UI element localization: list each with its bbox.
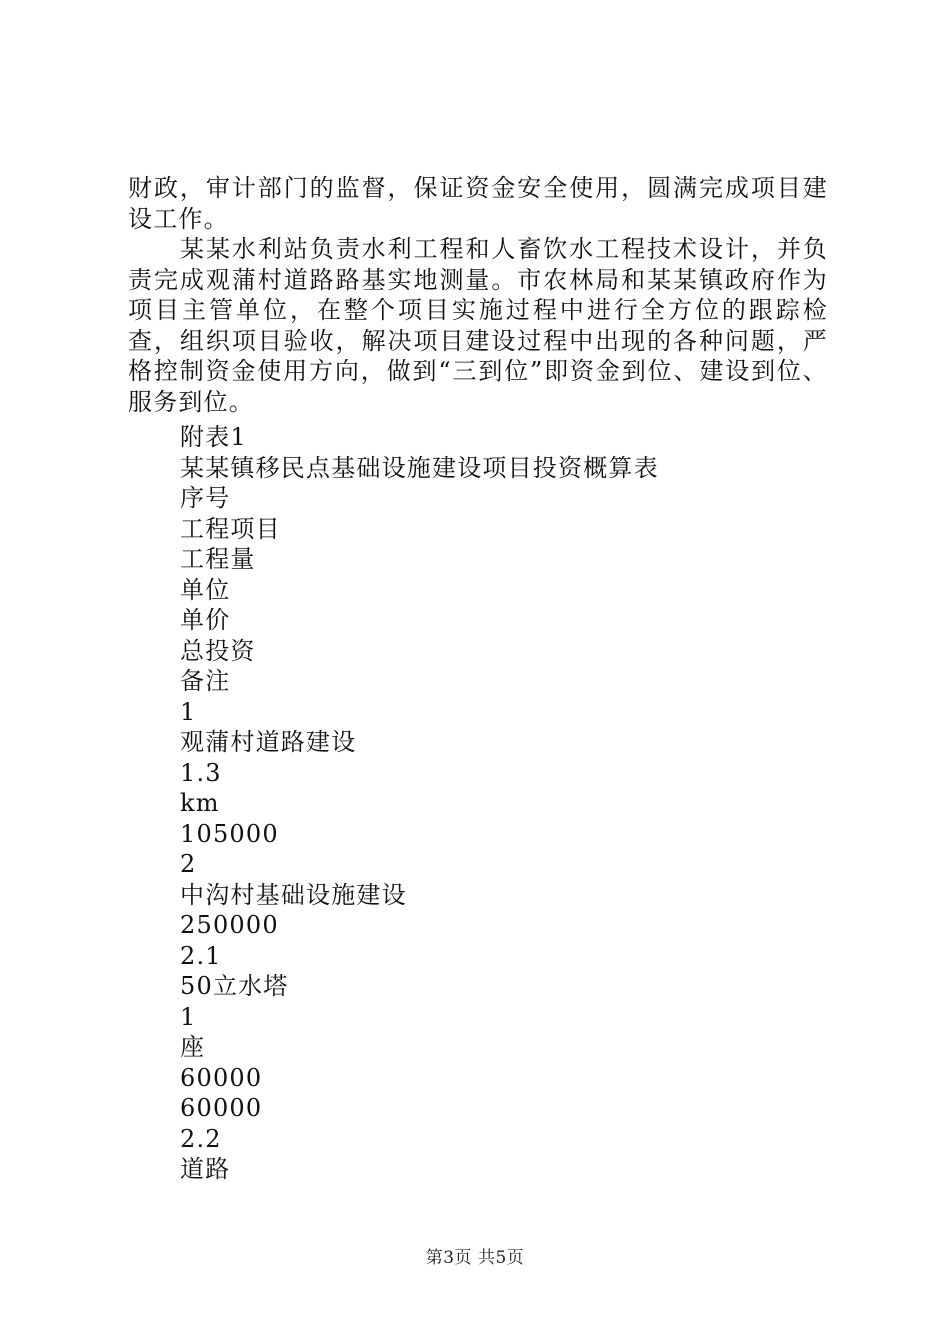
list-item: 2.1 [180,941,222,970]
list-item: 道路 [180,1155,231,1183]
paragraph-2: 某某水利站负责水利工程和人畜饮水工程技术设计，并负责完成观蒲村道路路基实地测量。市农林局和某某镇政府作为项目主管单位，在整个项目实施过程中进行全方位的跟踪检查，组织项目验收，解决项目建设过程中出现的各种问题，严格控制资金使用方向，做到“三到位”即资金到位、建设到位、服务到位。 [128,235,828,416]
list-item: 105000 [180,819,279,848]
header-total-investment: 总投资 [180,636,256,665]
list-item: 1.3 [180,758,222,787]
table-as-lines [180,422,659,1185]
header-serial: 序号 [180,484,231,512]
list-item: 250000 [180,911,279,939]
header-quantity: 工程量 [180,545,256,573]
appendix-label: 附表1 [180,423,247,451]
list-item: 50立水塔 [180,972,289,1000]
list-item: 60000 [180,1063,263,1092]
header-unit: 单位 [180,575,231,604]
paragraph-1: 财政，审计部门的监督，保证资金安全使用，圆满完成项目建设工作。 [128,174,828,233]
list-item: 2 [180,850,197,878]
table-title: 某某镇移民点基础设施建设项目投资概算表 [180,453,659,482]
list-item: 中沟村基础设施建设 [180,880,407,909]
list-item: 2.2 [180,1124,222,1153]
list-item: 观蒲村道路建设 [180,728,357,756]
list-item: 60000 [180,1094,263,1122]
header-remarks: 备注 [180,667,231,695]
list-item: 1 [180,697,197,726]
page-number-footer: 第3页 共5页 [425,1248,525,1268]
list-item: km [180,789,220,817]
body-text [128,173,828,417]
header-project: 工程项目 [180,514,281,543]
list-item: 座 [180,1033,206,1061]
list-item: 1 [180,1002,197,1031]
header-unit-price: 单价 [180,606,231,634]
